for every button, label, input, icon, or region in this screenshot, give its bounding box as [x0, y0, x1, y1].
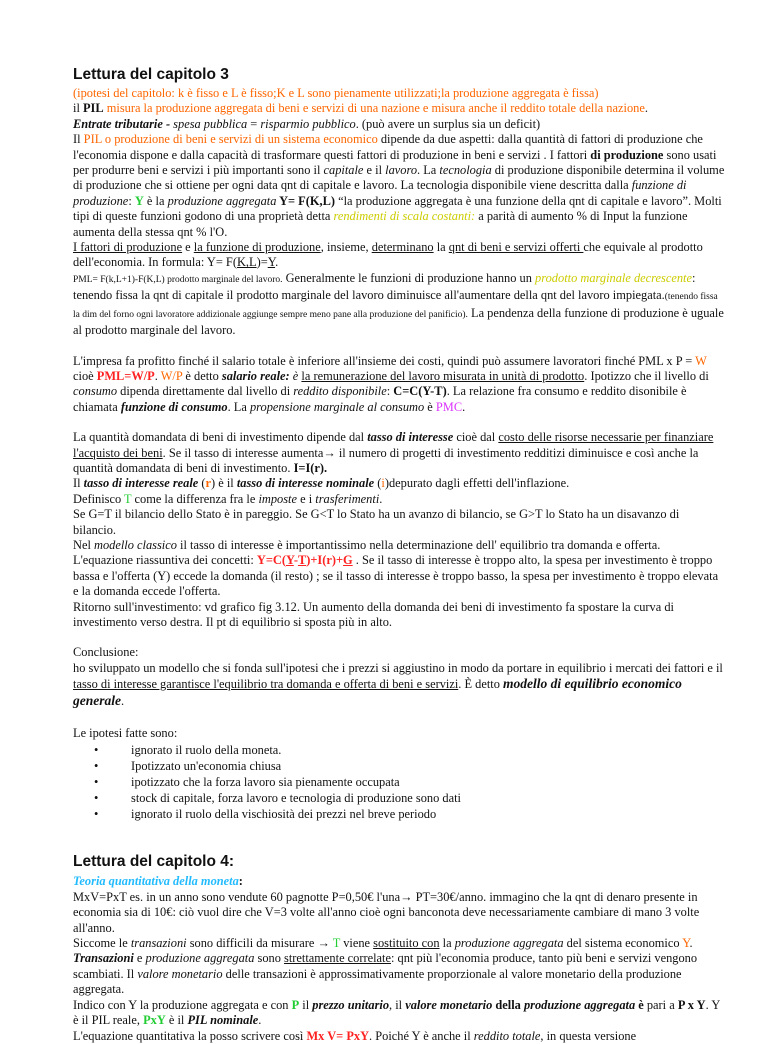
chapter-4-title: Lettura del capitolo 4:: [73, 853, 235, 871]
document-page: [73, 0, 725, 1044]
list-item: • stock di capitale, forza lavoro e tecnologia di produzione sono dati: [94, 791, 461, 806]
hypotheses-title: Le ipotesi fatte sono:: [73, 726, 178, 741]
chapter-3-hypotheses: (ipotesi del capitolo: k è fisso e L è fisso;K e L sono pienamente utilizzati;la produzione aggregata è fissa) il PIL misura la produzione aggregata di beni e servizi di una nazione e misura anche il reddito totale della nazione. Entrate tributarie - spesa pubblica = risparmio pubblico. (può avere un surplus sia un deficit) Il PIL o produzione di beni e servizi di un sistema economico dipende da due aspetti: dalla quantità di fattori di produzione che l'economia dispone e dalla capacità di trasformare questi fattori di produzione in beni e servizi . I fattori di produzione sono usati per produrre beni e servizi i più importanti sono il capitale e il lavoro. La tecnologia di produzione disponibile determina il volume di produzione che si ottiene per ogni data qnt di capitale e lavoro. La tecnologia disponibile viene descritta dalla funzione di produzione: Y è la produzione aggregata Y= F(K,L) “la produzione aggregata è una funzione della qnt di capitale e lavoro”. Molti tipi di queste funzioni godono di una proprietà detta rendimenti di scala costanti: a parità di aumento % di Input la funzione aumenta della stessa qnt % l'O. I fattori di produzione e la funzione di produzione, insieme, determinano la qnt di beni e servizi offerti che equivale al prodotto dell'economia. In formula: Y= F(K,L)=Y. PML= F(k,L+1)-F(K,L) prodotto marginale del lavoro. Generalmente le funzioni di produzione hanno un prodotto marginale decrescente: tenendo fissa la qnt di capitale il prodotto marginale del lavoro diminuisce all'aumentare della qnt del lavoro impiegata.(tenendo fissa la dim del forno ogni lavoratore addizionale aggiunge sempre meno pane alla produzione del panificio). La pendenza della funzione di produzione è uguale al prodotto marginale del lavoro.: [73, 86, 725, 338]
list-item: • ignorato il ruolo della vischiosità dei prezzi nel breve periodo: [94, 807, 437, 822]
hypotheses-list: [73, 742, 725, 822]
list-item: • Ipotizzato un'economia chiusa: [94, 759, 282, 774]
salario-reale-paragraph: L'impresa fa profitto finché il salario totale è inferiore all'insieme dei costi, quindi può assumere lavoratori finché PML x P = W cioè PML=W/P. W/P è detto salario reale: è la remunerazione del lavoro misurata in unità di prodotto. Ipotizzo che il livello di consumo dipenda direttamente dal livello di reddito disponibile: C=C(Y-T). La relazione fra consumo e reddito disonibile è chiamata funzione di consumo. La propensione marginale al consumo è PMC.: [73, 353, 709, 414]
list-item: • ignorato il ruolo della moneta.: [94, 743, 282, 758]
chapter-3-title: Lettura del capitolo 3: [73, 66, 229, 83]
conclusion-paragraph: Conclusione: ho sviluppato un modello che si fonda sull'ipotesi che i prezzi si aggiustino in modo da portare in equilibrio i mercati dei fattori e il tasso di interesse garantisce l'equilibrio tra domanda e offerta di beni e servizi. È detto modello di equilibrio economico generale.: [73, 645, 723, 708]
investimento-paragraph: La quantità domandata di beni di investimento dipende dal tasso di interesse cioè dal costo delle risorse necessarie per finanziare l'acquisto dei beni. Se il tasso di interesse aumenta→ il numero di progetti di investimento redditizi diminuisce e così anche la quantità domandata di beni di investimento. I=I(r). Il tasso di interesse reale (r) è il tasso di interesse nominale (i)depurato dagli effetti dell'inflazione. Definisco T come la differenza fra le imposte e i trasferimenti. Se G=T il bilancio dello Stato è in pareggio. Se G<T lo Stato ha un avanzo di bilancio, se G>T lo Stato ha un disavanzo di bilancio. Nel modello classico il tasso di interesse è importantissimo nella determinazione dell' equilibrio tra domanda e offerta. L'equazione riassuntiva dei concetti: Y=C(Y-T)+I(r)+G . Se il tasso di interesse è troppo alto, la spesa per investimento è troppo bassa e l'offerta (Y) eccede la domanda (il resto) ; se il tasso di interesse è troppo basso, la spesa per investimento è troppo elevata e la domanda eccede l'offerta. Ritorno sull'investimento: vd grafico fig 3.12. Un aumento della domanda dei beni di investimento fa spostare la curva di investimento verso destra. Il pt di equilibrio si sposta più in alto.: [73, 430, 719, 629]
list-item: • ipotizzato che la forza lavoro sia pienamente occupata: [94, 775, 400, 790]
quantity-theory-paragraph: Teoria quantitativa della moneta: MxV=PxT es. in un anno sono vendute 60 pagnotte P=0,50€ l'una→ PT=30€/anno. immagino che la qnt di denaro presente in economia sia di 10€: ciò vuol dire che V=3 volte all'anno cioè ogni banconota deve necessariamente cambiare di mano 3 volte all'anno. Siccome le transazioni sono difficili da misurare → T viene sostituito con la produzione aggregata del sistema economico Y. Transazioni e produzione aggregata sono strettamente correlate: qnt più l'economia produce, tanto più beni e servizi vengono scambiati. Il valore monetario delle transazioni è approssimativamente proporzionale al valore monetario della produzione aggregata. Indico con Y la produzione aggregata e con P il prezzo unitario, il valore monetario della produzione aggregata è pari a P x Y. Y è il PIL reale, PxY è il PIL nominale. L'equazione quantitativa la posso scrivere così Mx V= PxY. Poiché Y è anche il reddito totale, in questa versione: [73, 874, 720, 1043]
